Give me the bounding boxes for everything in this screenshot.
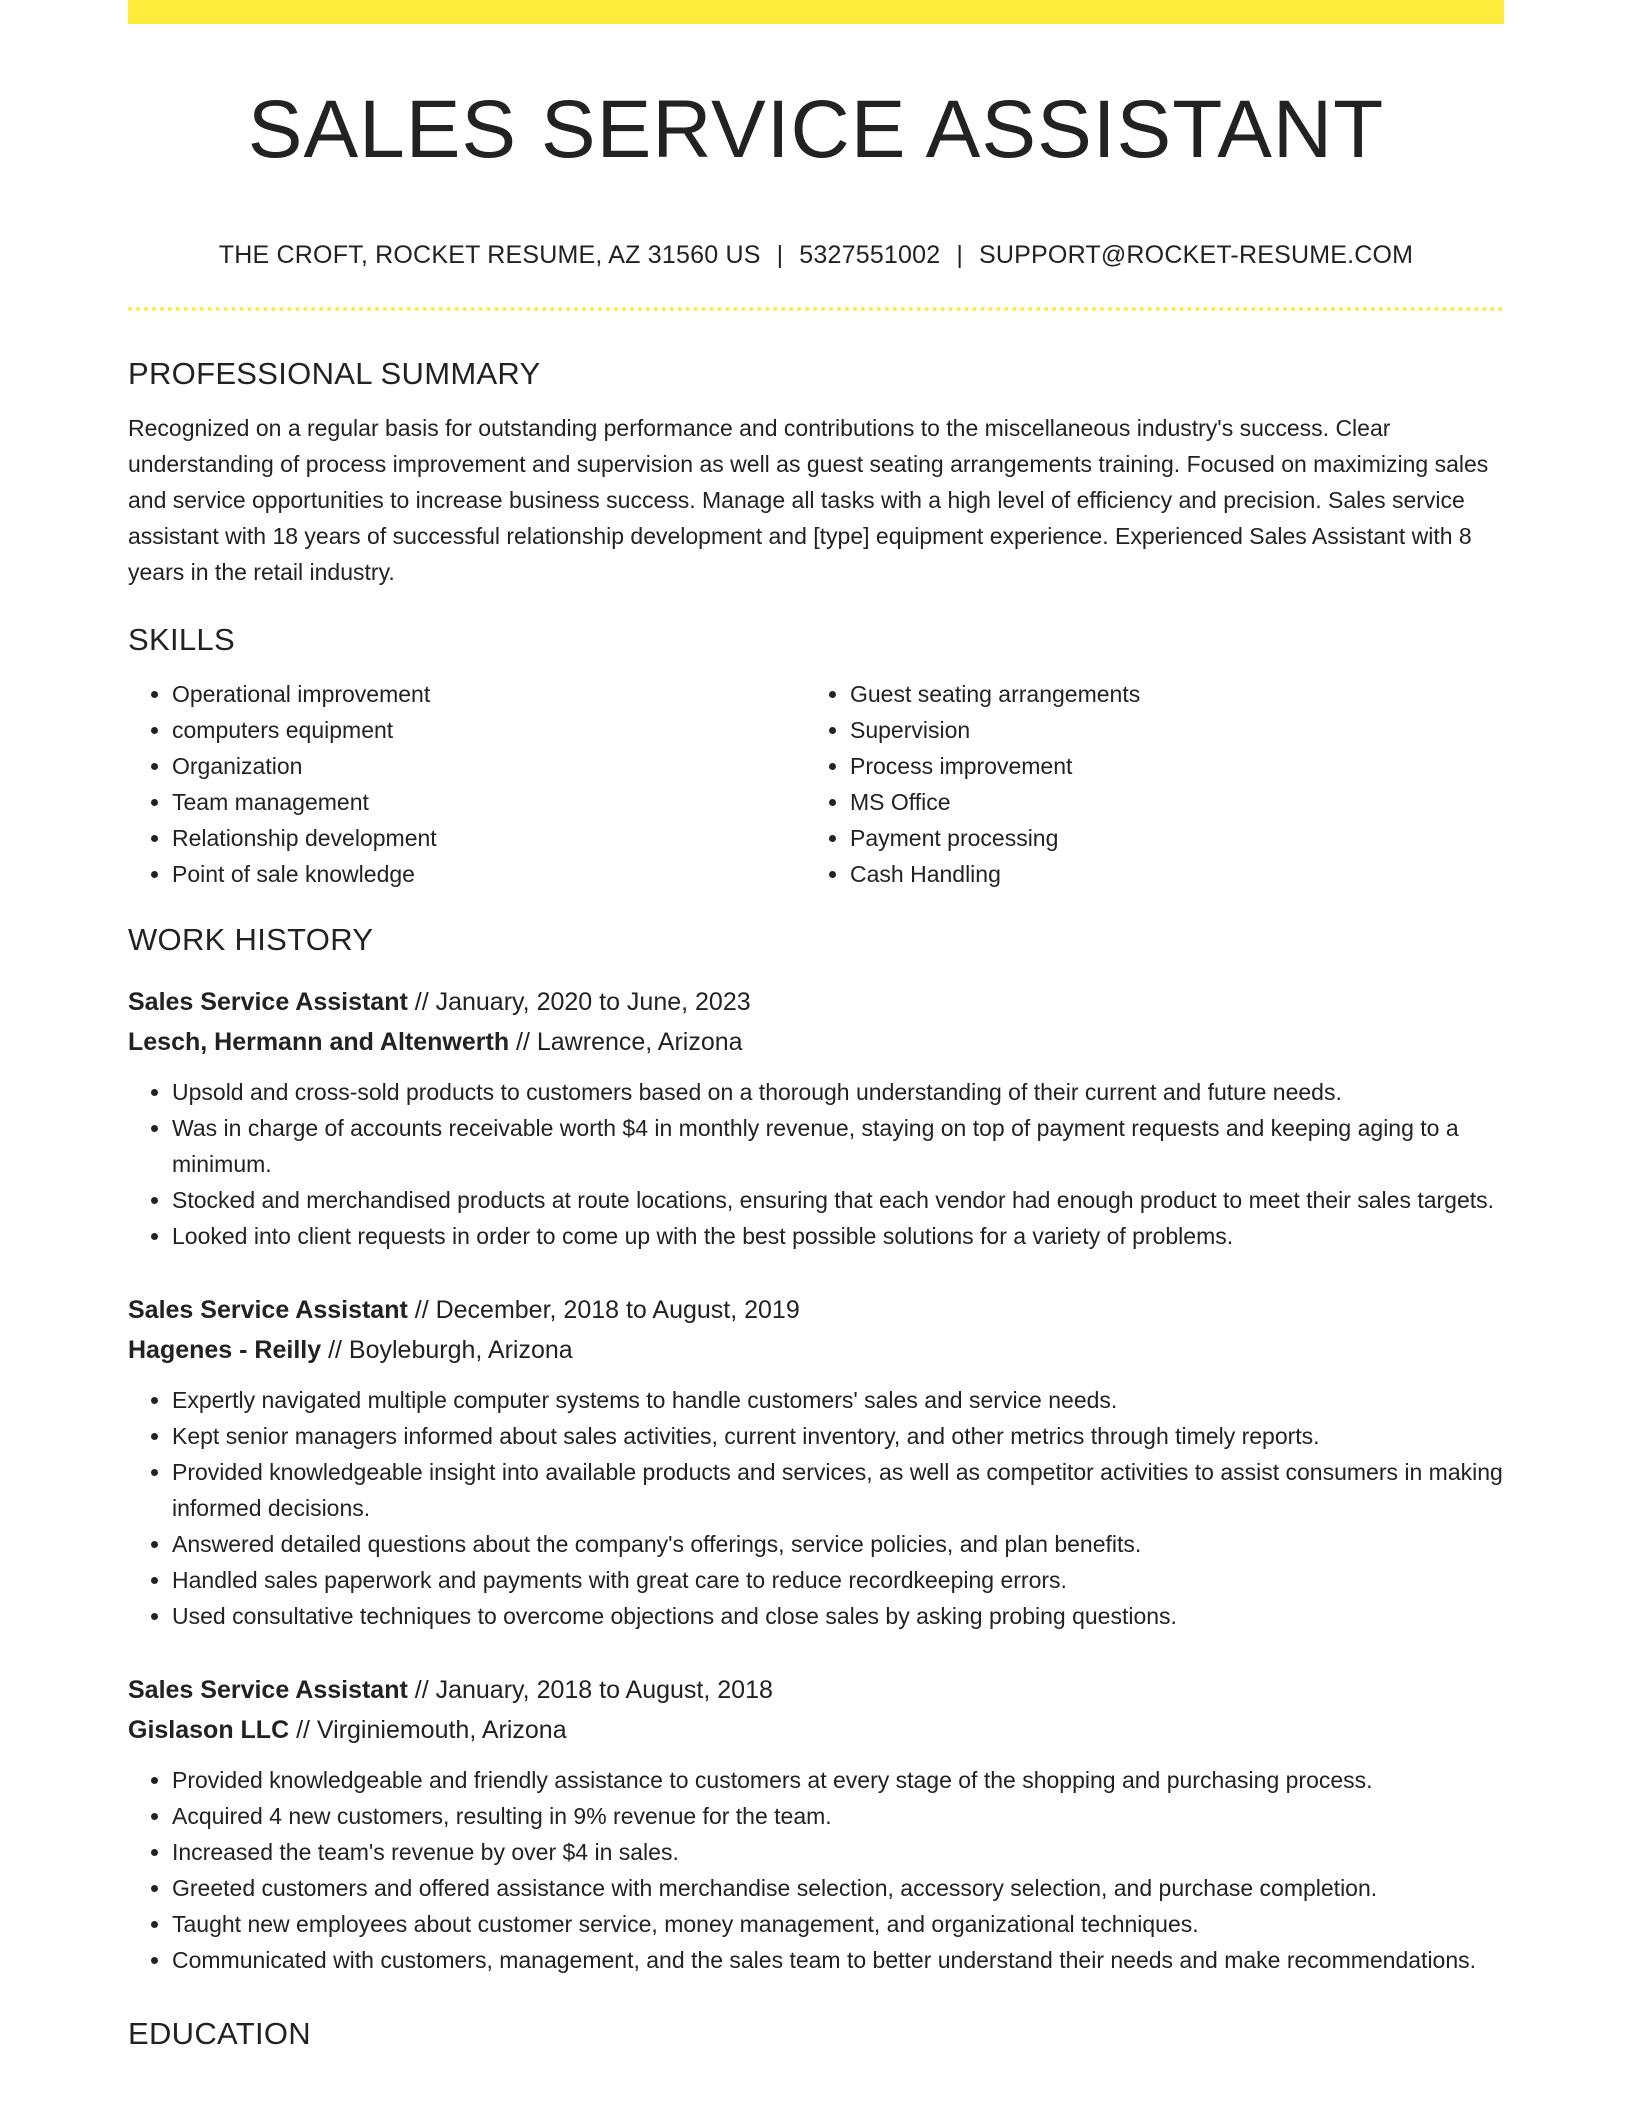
job-title-line [128, 1670, 1504, 1710]
job-title: Sales Service Assistant [128, 988, 408, 1016]
job-company-line [128, 1022, 1504, 1062]
education-heading: EDUCATION [128, 2016, 311, 2051]
job-location: // Virginiemouth, Arizona [289, 1716, 567, 1744]
summary-heading: PROFESSIONAL SUMMARY [128, 356, 541, 391]
job-dates: // January, 2018 to August, 2018 [407, 1676, 773, 1704]
job-bullets [128, 1382, 1504, 1634]
job-bullet: • Increased the team's revenue by over $4 in sales. [172, 1834, 1504, 1870]
skill-item: • Relationship development [172, 820, 806, 856]
job-bullet: • Expertly navigated multiple computer systems to handle customers' sales and service needs. [172, 1382, 1504, 1418]
job-bullet: • Communicated with customers, management, and the sales team to better understand their needs and make recommendations. [172, 1942, 1504, 1978]
job-dates: // December, 2018 to August, 2019 [407, 1296, 800, 1324]
job-bullet: • Stocked and merchandised products at route locations, ensuring that each vendor had enough product to meet their sales targets. [172, 1182, 1504, 1218]
dotted-divider [128, 307, 1504, 311]
job-entry [128, 1670, 1504, 1978]
skill-item: • computers equipment [172, 712, 806, 748]
contact-address: THE CROFT, ROCKET RESUME, AZ 31560 US [218, 241, 761, 269]
job-bullet: • Looked into client requests in order to come up with the best possible solutions for a variety of problems. [172, 1218, 1504, 1254]
skill-item: • Point of sale knowledge [172, 856, 806, 892]
skills-list [128, 676, 1504, 892]
skill-item: • Team management [172, 784, 806, 820]
skill-item: • Process improvement [850, 748, 1484, 784]
job-entry [128, 1290, 1504, 1634]
job-location: // Boyleburgh, Arizona [321, 1336, 573, 1364]
skill-item: • Operational improvement [172, 676, 806, 712]
skill-item: • Payment processing [850, 820, 1484, 856]
job-company-line [128, 1330, 1504, 1370]
skill-item: • Guest seating arrangements [850, 676, 1484, 712]
job-bullet: • Answered detailed questions about the company's offerings, service policies, and plan benefits. [172, 1526, 1504, 1562]
job-title-line [128, 982, 1504, 1022]
contact-separator: | [776, 241, 784, 269]
job-title-line [128, 1290, 1504, 1330]
contact-separator: | [956, 241, 964, 269]
job-entry [128, 982, 1504, 1254]
skills-column-left [128, 676, 806, 892]
job-company-line [128, 1710, 1504, 1750]
job-location: // Lawrence, Arizona [509, 1028, 743, 1056]
job-title: Sales Service Assistant [128, 1296, 408, 1324]
job-bullets [128, 1074, 1504, 1254]
job-bullet: • Taught new employees about customer service, money management, and organizational techniques. [172, 1906, 1504, 1942]
job-bullet: • Used consultative techniques to overcome objections and close sales by asking probing questions. [172, 1598, 1504, 1634]
job-bullet: • Upsold and cross-sold products to customers based on a thorough understanding of their current and future needs. [172, 1074, 1504, 1110]
skill-item: • Organization [172, 748, 806, 784]
contact-email: SUPPORT@ROCKET-RESUME.COM [979, 241, 1414, 269]
contact-phone: 5327551002 [799, 241, 941, 269]
job-title: Sales Service Assistant [128, 1676, 408, 1704]
job-bullet: • Provided knowledgeable and friendly assistance to customers at every stage of the shopping and purchasing process. [172, 1762, 1504, 1798]
job-dates: // January, 2020 to June, 2023 [407, 988, 751, 1016]
job-bullet: • Handled sales paperwork and payments with great care to reduce recordkeeping errors. [172, 1562, 1504, 1598]
job-bullets [128, 1762, 1504, 1978]
job-company: Hagenes - Reilly [128, 1336, 322, 1364]
job-bullet: • Greeted customers and offered assistance with merchandise selection, accessory selection, and purchase completion. [172, 1870, 1504, 1906]
resume-content [128, 352, 1504, 2056]
job-bullet: • Provided knowledgeable insight into available products and services, as well as competitor activities to assist consumers in making informed decisions. [172, 1454, 1504, 1526]
job-company: Gislason LLC [128, 1716, 290, 1744]
job-bullet: • Was in charge of accounts receivable worth $4 in monthly revenue, staying on top of payment requests and keeping aging to a minimum. [172, 1110, 1504, 1182]
summary-text: Recognized on a regular basis for outstanding performance and contributions to the miscellaneous industry's success. Clear understanding of process improvement and supervision as well as guest seating arrangements training. Focused on maximizing sales and service opportunities to increase business success. Manage all tasks with a high level of efficiency and precision. Sales service assistant with 18 years of successful relationship development and [type] equipment experience. Experienced Sales Assistant with 8 years in the retail industry. [128, 415, 1489, 585]
job-bullet: • Acquired 4 new customers, resulting in 9% revenue for the team. [172, 1798, 1504, 1834]
accent-bar [128, 0, 1504, 24]
skill-item: • MS Office [850, 784, 1484, 820]
skills-column-right [806, 676, 1484, 892]
job-company: Lesch, Hermann and Altenwerth [128, 1028, 510, 1056]
job-bullet: • Kept senior managers informed about sales activities, current inventory, and other metrics through timely reports. [172, 1418, 1504, 1454]
skills-heading: SKILLS [128, 622, 235, 657]
skill-item: • Supervision [850, 712, 1484, 748]
work-history-heading: WORK HISTORY [128, 922, 374, 957]
contact-line [128, 238, 1504, 272]
resume-name: SALES SERVICE ASSISTANT [247, 84, 1385, 175]
skill-item: • Cash Handling [850, 856, 1484, 892]
